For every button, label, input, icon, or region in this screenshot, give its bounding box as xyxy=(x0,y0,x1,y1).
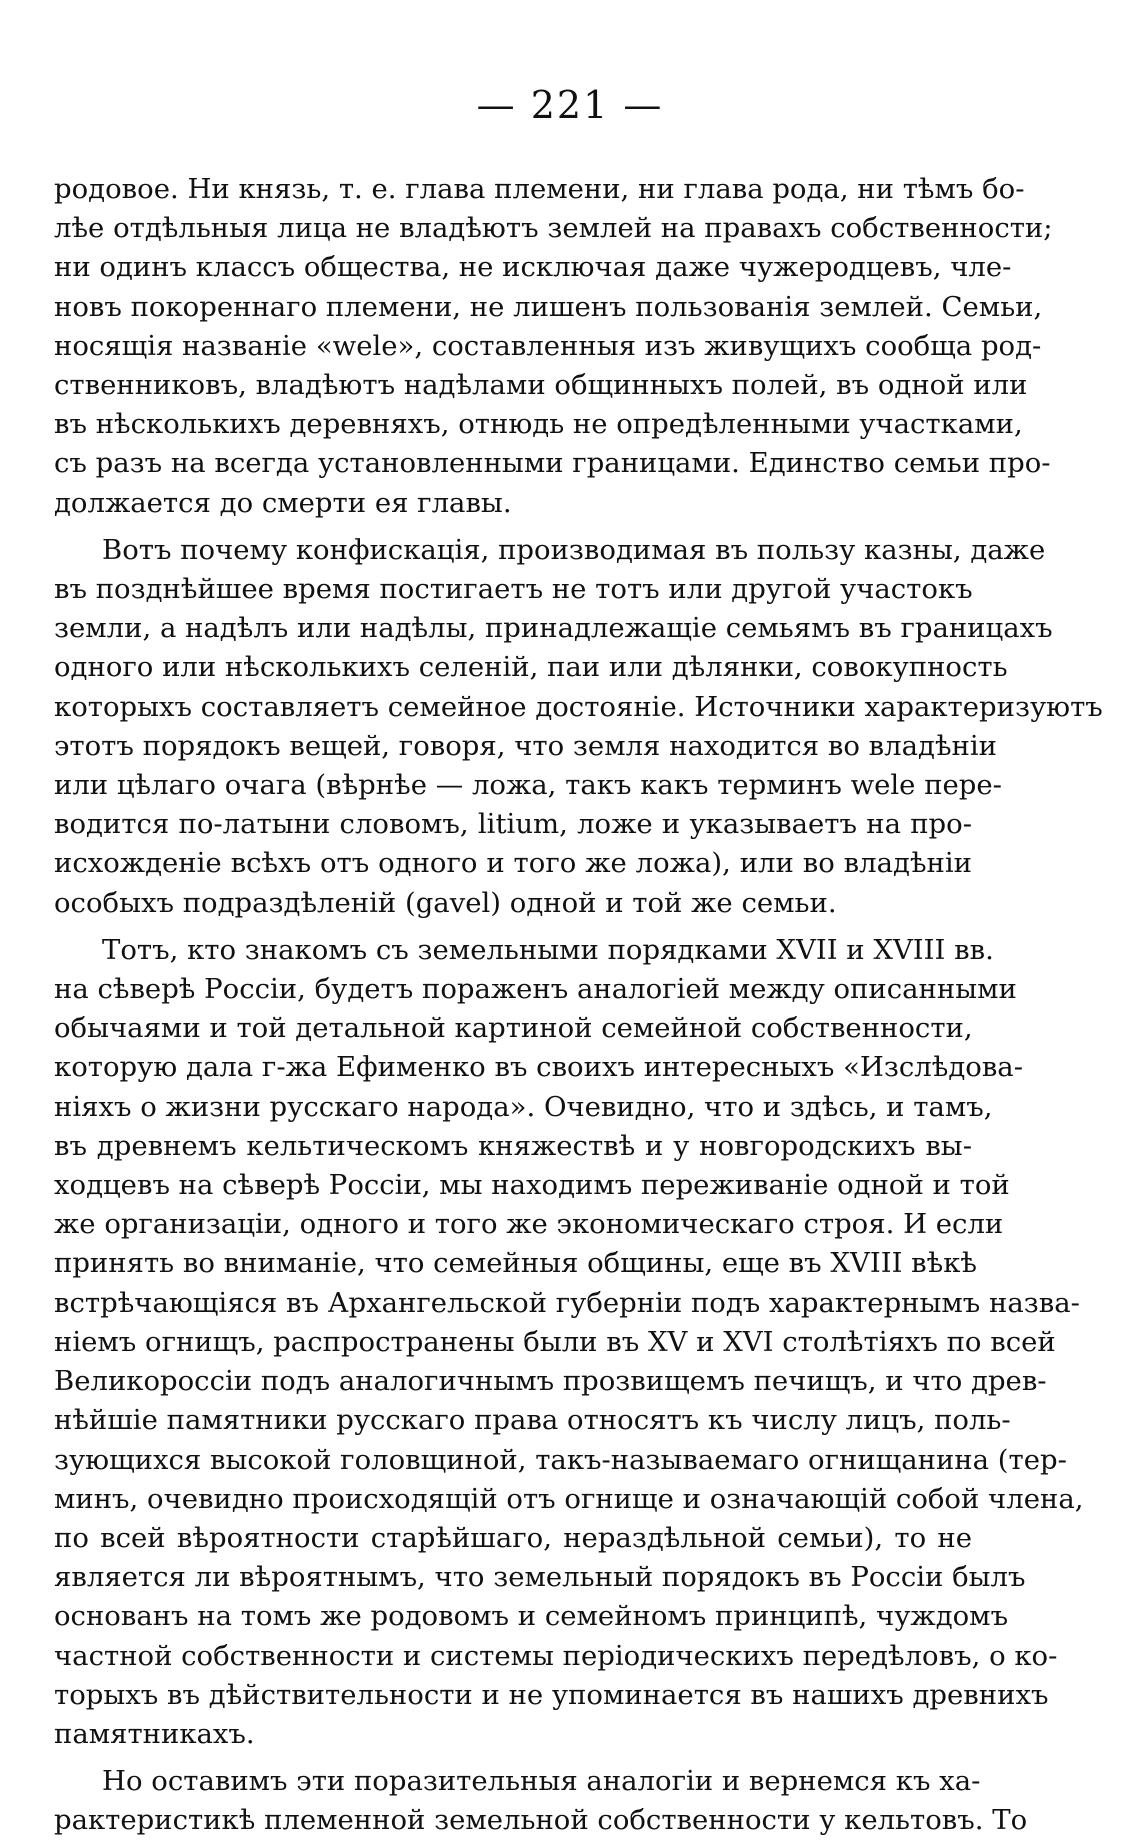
text-line: водится по-латыни словомъ, litium, ложе и указываетъ на про- xyxy=(54,808,972,841)
text-line: на сѣверѣ Россіи, будетъ пораженъ аналогіей между описанными xyxy=(54,973,1017,1006)
text-line: въ древнемъ кельтическомъ княжествѣ и у новгородскихъ вы- xyxy=(54,1129,972,1162)
text-line: Тотъ, кто знакомъ съ земельными порядками XVII и XVIII вв. xyxy=(102,933,994,966)
text-line: по всей вѣроятности старѣйшаго, нераздѣльной семьи), то не xyxy=(54,1521,972,1554)
text-line: торыхъ въ дѣйствительности и не упоминается въ нашихъ древнихъ xyxy=(54,1678,1049,1711)
text-line: является ли вѣроятнымъ, что земельный порядокъ въ Россіи былъ xyxy=(54,1561,1026,1594)
text-line: ніяхъ о жизни русскаго народа». Очевидно, что и здѣсь, и тамъ, xyxy=(54,1090,993,1123)
text-line: ственниковъ, владѣютъ надѣлами общинныхъ полей, въ одной или xyxy=(54,369,1028,402)
text-line: Великороссіи подъ аналогичнымъ прозвищемъ печищъ, и что древ- xyxy=(54,1365,1047,1398)
text-line: исхожденіе всѣхъ отъ одного и того же ложа), или во владѣніи xyxy=(54,847,972,880)
text-line: или цѣлаго очага (вѣрнѣе — ложа, такъ какъ терминъ wele пере- xyxy=(54,769,1002,802)
text-line: зующихся высокой головщиной, такъ-называемаго огнищанина (тер- xyxy=(54,1443,1067,1476)
text-line: частной собственности и системы періодическихъ передѣловъ, о ко- xyxy=(54,1639,1058,1672)
text-line: которыхъ составляетъ семейное достояніе. Источники характеризуютъ xyxy=(54,690,1103,723)
text-line: ніемъ огнищъ, распространены были въ XV и XVI столѣтіяхъ по всей xyxy=(54,1325,1056,1358)
text-line: Вотъ почему конфискація, производимая въ пользу казны, даже xyxy=(102,533,1046,566)
text-line: обычаями и той детальной картиной семейной собственности, xyxy=(54,1012,973,1045)
text-line: Но оставимъ эти поразительныя аналогіи и вернемся къ ха- xyxy=(102,1765,981,1798)
text-line: родовое. Ни князь, т. е. глава племени, ни глава рода, ни тѣмъ бо- xyxy=(54,173,1025,205)
text-line: памятникахъ. xyxy=(54,1717,255,1750)
text-line: рактеристикѣ племенной земельной собственности у кельтовъ. То xyxy=(54,1804,1028,1837)
page-number: — 221 — xyxy=(476,83,664,127)
text-line: особыхъ подраздѣленій (gavel) одной и той же семьи. xyxy=(54,886,837,919)
body-text xyxy=(54,170,1103,1841)
text-line: ни одинъ классъ общества, не исключая даже чужеродцевъ, чле- xyxy=(54,251,1012,284)
paragraph-2 xyxy=(54,531,1103,923)
text-line: земли, а надѣлъ или надѣлы, принадлежащіе семьямъ въ границахъ xyxy=(54,612,1053,645)
text-line: ходцевъ на сѣверѣ Россіи, мы находимъ переживаніе одной и той xyxy=(54,1169,1010,1202)
text-line: одного или нѣсколькихъ селеній, паи или дѣлянки, совокупность xyxy=(54,651,1008,684)
text-line: лѣе отдѣльныя лица не владѣютъ землей на правахъ собственности; xyxy=(54,212,1053,245)
text-line: носящія названіе «wele», составленныя изъ живущихъ сообща род- xyxy=(54,329,1042,362)
text-line: этотъ порядокъ вещей, говоря, что земля находится во владѣніи xyxy=(54,729,997,762)
text-line: встрѣчающіяся въ Архангельской губерніи подъ характернымъ назва- xyxy=(54,1286,1080,1319)
paragraph-3 xyxy=(54,931,1084,1754)
text-line: основанъ на томъ же родовомъ и семейномъ принципѣ, чуждомъ xyxy=(54,1600,1009,1633)
text-line: принять во вниманіе, что семейныя общины, еще въ XVIII вѣкѣ xyxy=(54,1247,978,1280)
text-line: должается до смерти ея главы. xyxy=(54,486,512,519)
text-line: же организаціи, одного и того же экономическаго строя. И если xyxy=(54,1208,1004,1241)
text-line: нѣйшіе памятники русскаго права относятъ къ числу лицъ, поль- xyxy=(54,1404,1011,1437)
text-line: съ разъ на всегда установленными границами. Единство семьи про- xyxy=(54,447,1051,480)
text-line: въ позднѣйшее время постигаетъ не тотъ или другой участокъ xyxy=(54,573,973,606)
paragraph-1 xyxy=(54,170,1053,523)
text-line: въ нѣсколькихъ деревняхъ, отнюдь не опредѣленными участками, xyxy=(54,408,1023,441)
text-line: которую дала г-жа Ефименко въ своихъ интересныхъ «Изслѣдова- xyxy=(54,1051,1023,1084)
text-line: минъ, очевидно происходящій отъ огнище и означающій собой члена, xyxy=(54,1482,1084,1515)
text-line: новъ покореннаго племени, не лишенъ пользованія землей. Семьи, xyxy=(54,290,1043,323)
